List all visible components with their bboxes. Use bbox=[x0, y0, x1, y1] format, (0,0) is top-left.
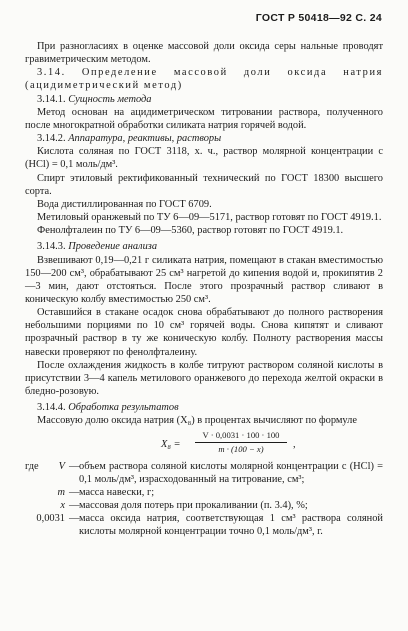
subsection-heading-3-14-2 bbox=[25, 132, 383, 145]
definition-text: массовая доля потерь при прокаливании (п. 3.4), %; bbox=[79, 500, 308, 511]
subsection-heading-3-14-1 bbox=[25, 93, 383, 106]
definition-text: объем раствора соляной кислоты молярной концентрации c (HCl) = 0,1 моль/дм³, израсходованный на титрование, см³; bbox=[79, 460, 383, 485]
definition-row: где V — объем раствора соляной кислоты молярной концентрации c (HCl) = 0,1 моль/дм³, израсходованный на титрование, см³; bbox=[25, 460, 383, 485]
paragraph-analysis-2: Оставшийся в стакане осадок снова обрабатывают до полного растворения небольшими порциями по 10 см³ горячей воды. Снова кипятят и сливают прозрачный раствор в ту же коническую колбу. Полноту растворения массы навески проверяют по фенолфталеину. bbox=[25, 307, 383, 358]
formula-fraction bbox=[195, 430, 287, 455]
formula-denominator: m · (100 − x) bbox=[218, 443, 264, 454]
section-title: Обработка результатов bbox=[68, 402, 179, 414]
section-title: Проведение анализа bbox=[68, 241, 158, 253]
definition-symbol: 0,0031 bbox=[36, 513, 65, 525]
section-number: 3.14.3. bbox=[37, 241, 66, 253]
definition-symbol: m bbox=[57, 486, 65, 498]
variable-definitions bbox=[25, 460, 383, 539]
paragraph-analysis-1: Взвешивают 0,19—0,21 г силиката натрия, помещают в стакан вместимостью 150—200 см³, обрабатывают 25 см³ нагретой до кипения водой и, прокипятив 2—3 мин, дают отстояться. После этого прозрачный раствор сливают в коническую колбу вместимостью 250 см³. bbox=[25, 254, 383, 305]
paragraph-phenolphthalein: Фенолфталеин по ТУ 6—09—5360, раствор готовят по ГОСТ 4919.1. bbox=[37, 225, 344, 237]
definition-row: m — масса навески, г; bbox=[25, 486, 383, 499]
page-header: ГОСТ Р 50418—92 С. 24 bbox=[255, 12, 382, 24]
subsection-heading-3-14-3 bbox=[25, 240, 383, 253]
paragraph-methyl-orange: Метиловый оранжевый по ТУ 6—09—5171, раствор готовят по ГОСТ 4919.1. bbox=[37, 212, 382, 224]
definition-row: 0,0031 — масса оксида натрия, соответствующая 1 см³ раствора соляной кислоты молярной концентрации точно 0,1 моль/дм³, г. bbox=[25, 512, 383, 538]
definition-text: масса навески, г; bbox=[79, 486, 155, 498]
paragraph-sulfur-dispute: При разногласиях в оценке массовой доли оксида серы нальные проводят гравиметрическим методом. bbox=[25, 41, 383, 66]
paragraph-acid: Кислота соляная по ГОСТ 3118, х. ч., раствор молярной концентрации c (HCl) = 0,1 моль/дм³. bbox=[25, 146, 383, 171]
paragraph-spirit: Спирт этиловый ректификованный технический по ГОСТ 18300 высшего сорта. bbox=[25, 172, 383, 197]
paragraph-analysis-3: После охлаждения жидкость в колбе титруют раствором соляной кислоты в присутствии 3—4 капель метилового оранжевого до перехода желтой окраски в бледно-розовую. bbox=[25, 359, 383, 398]
definition-row: x — массовая доля потерь при прокаливании (п. 3.4), %; bbox=[25, 499, 383, 512]
where-label: где bbox=[25, 460, 39, 472]
page-content bbox=[25, 40, 383, 538]
formula-lhs: X₈ = bbox=[161, 438, 181, 450]
subsection-heading-3-14-4 bbox=[25, 401, 383, 414]
section-number: 3.14.4. bbox=[37, 402, 66, 414]
paragraph-calculation: Массовую долю оксида натрия (X₈) в процентах вычисляют по формуле bbox=[37, 415, 357, 427]
definition-symbol: x bbox=[60, 500, 65, 511]
formula-numerator: V · 0,0031 · 100 · 100 bbox=[195, 430, 287, 443]
section-heading-3-14: 3.14. Определение массовой доли оксида натрия (ацидиметрический метод) bbox=[25, 67, 383, 92]
section-number: 3.14.1. bbox=[37, 93, 66, 105]
paragraph-method: Метод основан на ацидиметрическом титровании раствора, полученного после многократной обработки силиката натрия горячей водой. bbox=[25, 106, 383, 131]
section-title: Аппаратура, реактивы, растворы bbox=[68, 133, 222, 145]
paragraph-water: Вода дистиллированная по ГОСТ 6709. bbox=[37, 198, 212, 210]
definition-text: масса оксида натрия, соответствующая 1 см³ раствора соляной кислоты молярной концентрации точно 0,1 моль/дм³, г. bbox=[79, 513, 383, 538]
section-number: 3.14.2. bbox=[37, 133, 66, 145]
formula-comma: , bbox=[293, 438, 296, 450]
section-title: Сущность метода bbox=[68, 93, 152, 105]
definition-symbol: V bbox=[58, 460, 65, 472]
formula bbox=[25, 430, 383, 460]
